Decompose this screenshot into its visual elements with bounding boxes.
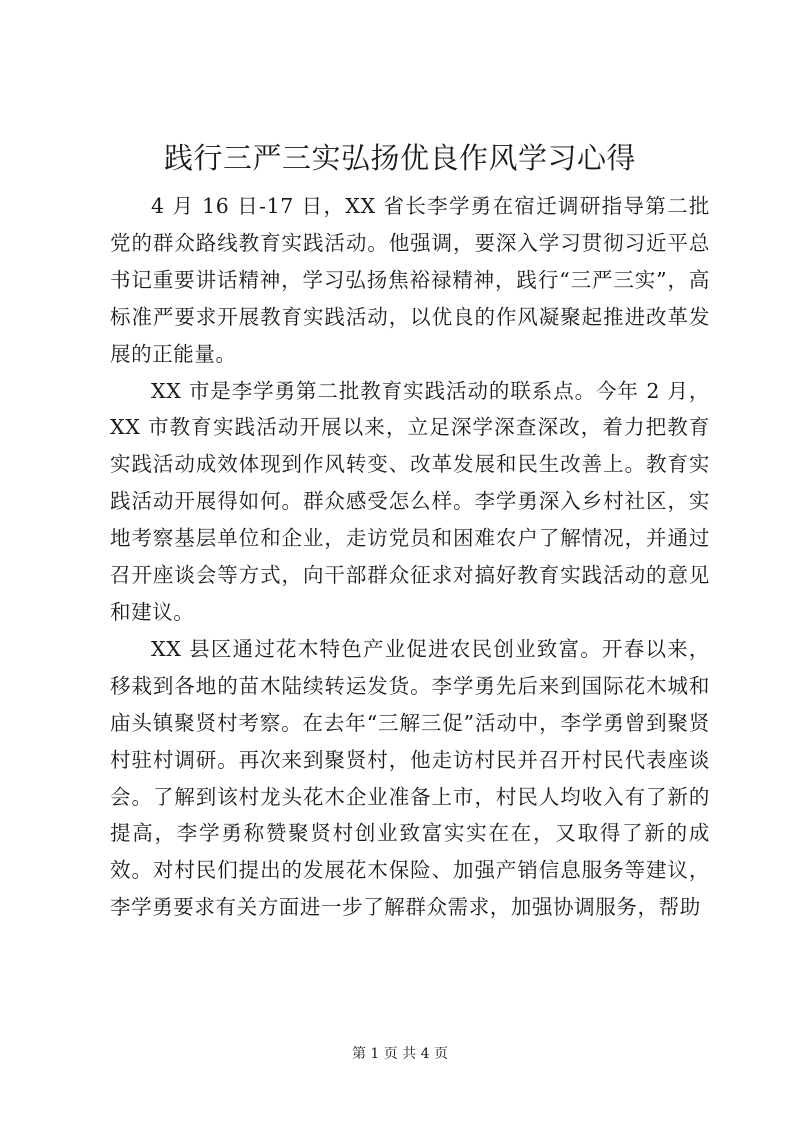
page-footer [0,1044,800,1064]
paragraph: XX 市是李学勇第二批教育实践活动的联系点。今年 2 月，XX 市教育实践活动开展以来，立足深学深查深改，着力把教育实践活动成效体现到作风转变、改革发展和民生改善上。教育实践活动开展得如何。群众感受怎么样。李学勇深入乡村社区，实地考察基层单位和企业，走访党员和困难农户了解情况，并通过召开座谈会等方式，向干部群众征求对搞好教育实践活动的意见和建议。 [110,378,710,624]
document-body [110,188,710,926]
page-number: 第 1 页 共 4 页 [351,1046,449,1062]
paragraph: XX 县区通过花木特色产业促进农民创业致富。开春以来，移栽到各地的苗木陆续转运发货。李学勇先后来到国际花木城和庙头镇聚贤村考察。在去年“三解三促”活动中，李学勇曾到聚贤村驻村调研。再次来到聚贤村，他走访村民并召开村民代表座谈会。了解到该村龙头花木企业准备上市，村民人均收入有了新的提高，李学勇称赞聚贤村创业致富实实在在，又取得了新的成效。对村民们提出的发展花木保险、加强产销信息服务等建议，李学勇要求有关方面进一步了解群众需求，加强协调服务，帮助 [110,636,710,920]
paragraph: 4 月 16 日-17 日，XX 省长李学勇在宿迁调研指导第二批党的群众路线教育实践活动。他强调，要深入学习贯彻习近平总书记重要讲话精神，学习弘扬焦裕禄精神，践行“三严三实”，高标准严要求开展教育实践活动，以优良的作风凝聚起推进改革发展的正能量。 [110,194,710,366]
document-title: 践行三严三实弘扬优良作风学习心得 [163,141,636,175]
